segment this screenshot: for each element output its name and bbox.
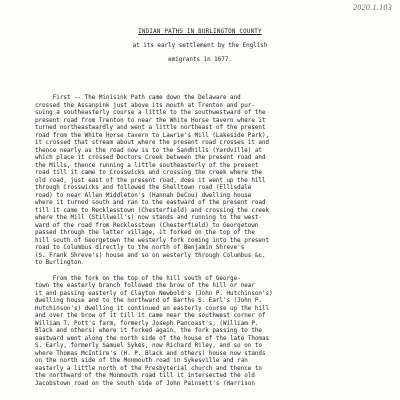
document-title: INDIAN PATHS IN BURLINGTON COUNTY [138, 29, 262, 35]
text-line: road till it came to Crosswicks and crossing the creek where the [35, 170, 262, 176]
handwritten-reference-number: 2020.1.103 [353, 3, 392, 12]
text-line: ward of the road from Recklesstown (Chesterfield) to Georgetown [35, 222, 259, 229]
text-line: William T. Pott's farm, formerly Joseph Pancoast's, (William P. [35, 320, 259, 327]
document-subtitle-line-2: emigrants in 1677. [168, 57, 232, 63]
text-line: where it turned south and ran to the eastward of the present road [35, 200, 266, 206]
text-line: through Crosswicks and followed the Shelltown road (Ellisdale [35, 185, 252, 191]
text-line: S. Early, formerly Samuel Sykes, now Richard Riley, and so on to [35, 343, 262, 349]
text-line: on the north side of the Monmouth road in Sykesville and ran [35, 358, 248, 364]
text-line: old road, just east of the present road, does it went up the hill [35, 177, 266, 184]
text-line: road from the White Horse tavern to Lawrie's Mill (Lakeside Park), [35, 132, 270, 139]
text-line: dwelling house and to the northward of Barths S. Earl's (John P. [35, 298, 262, 304]
text-line: passed through the latter village, it forked on the top of the [35, 230, 255, 236]
text-line: present road from Trenton to near the White Horse tavern where it [35, 117, 266, 124]
text-line: where Thomas McIntire's (H. P. Black and others) house now stands [35, 350, 266, 357]
text-line: it and passing easterly of Clayton Newbold's (John P. Hutchinson's) [35, 290, 273, 297]
text-line: hill south of Georgetown the westerly fork coming into the present [35, 237, 270, 244]
text-line: the Mills, thence running a little southeasterly of the present [35, 162, 259, 169]
text-line: road) to near Allen Middleton's (Hannah DeCou) dwelling house [35, 192, 252, 199]
text-line: town the easterly branch followed the brow of the hill or near [35, 283, 255, 289]
document-header [0, 26, 400, 67]
text-line: eastward went along the north side of the house of the late Thomas [35, 335, 270, 342]
text-line: From the fork on the top of the hill south of George- [35, 275, 241, 282]
text-line: and over the brow of it till it came near the southwest corner of [35, 313, 266, 319]
paragraph-gap [35, 268, 385, 276]
text-line: the northward of the Monmouth road till it intersected the old [35, 373, 255, 379]
document-subtitle-line-1: at its early settlement by the English [132, 43, 268, 49]
text-line: road to Columbus directly to the north of Benjamin Shreve's [35, 245, 245, 251]
text-line: easterly a little north of the Presbyterial church and thence to [35, 365, 262, 372]
text-line: crossed the Assanpink just above its mouth at Trenton and pur- [35, 102, 255, 109]
text-line: to Burlington. [35, 260, 85, 266]
text-line: Hutchinson's) dwelling it continued an easterly course up the hill [35, 305, 270, 312]
paragraph-1 [35, 95, 385, 268]
document-body [35, 95, 385, 388]
text-line: where the Mill (Stillwell's) now stands and running to the west- [35, 215, 262, 221]
text-line: turned northeastwardly and went a little northeast of the present [35, 125, 266, 131]
text-line: First -- The Minisink Path came down the Delaware and [35, 95, 241, 101]
text-line: thence nearly as the road now is to the Sandhills (Yardville) at [35, 147, 262, 154]
text-line: it crossed that stream about where the present road crosses it and [35, 140, 270, 146]
text-line: suing a southeasterly course a little to the southwestward of the [35, 110, 266, 116]
text-line: Jacobstown road on the south side of John Painsett's (Harrison [35, 380, 255, 387]
text-line: Black and others) where it forked again, the fork passing to the [35, 328, 262, 334]
text-line: (S. Frank Shreve's) house and so on westerly through Columbus &c. [35, 252, 266, 259]
text-line: till it came to Recklesstown (Chesterfield) and crossing the creek [35, 207, 270, 214]
paragraph-2 [35, 276, 385, 389]
text-line: which place it crossed Doctors Creek between the present road and [35, 155, 266, 161]
